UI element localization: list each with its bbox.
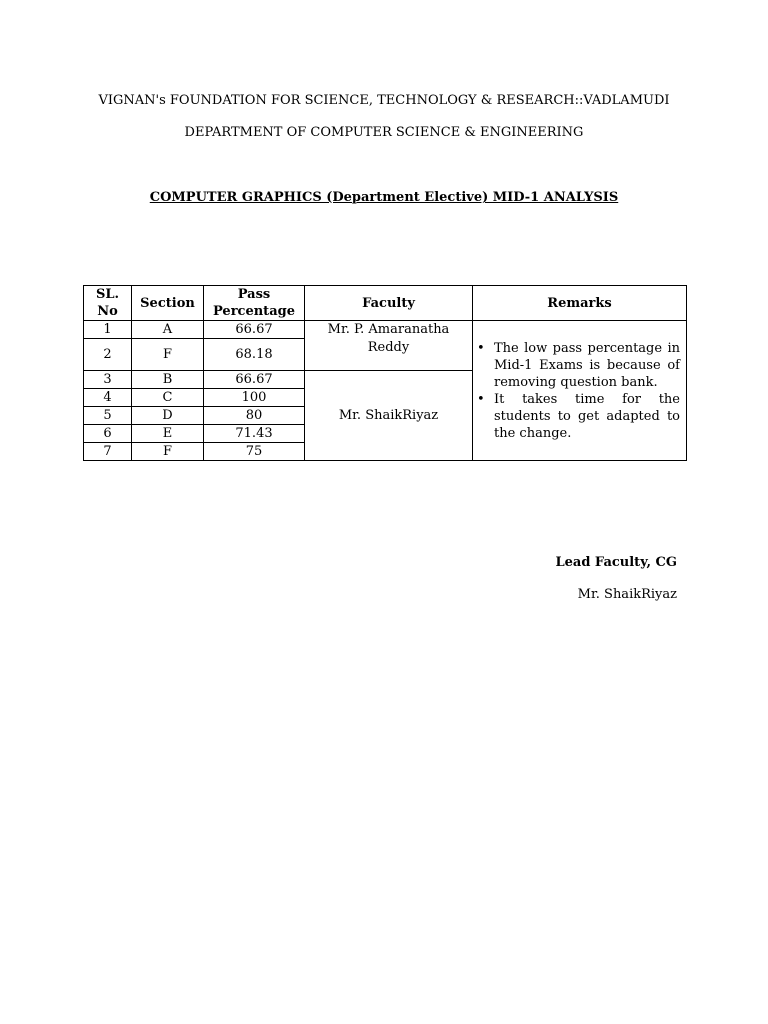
document-title: COMPUTER GRAPHICS (Department Elective) MID-1 ANALYSIS	[149, 190, 619, 205]
institution-heading: VIGNAN's FOUNDATION FOR SCIENCE, TECHNOLOGY & RESEARCH::VADLAMUDI	[98, 93, 670, 108]
cell-sl: 2	[84, 339, 132, 371]
cell-sl: 5	[84, 407, 132, 425]
remark-item: • It takes time for the students to get adapted to the change.	[477, 391, 680, 441]
department-heading: DEPARTMENT OF COMPUTER SCIENCE & ENGINEERING	[184, 125, 584, 140]
bullet-icon: •	[477, 340, 485, 356]
cell-sl: 7	[84, 443, 132, 461]
cell-sl: 4	[84, 389, 132, 407]
cell-section: A	[132, 321, 204, 339]
cell-faculty-shaikriyaz: Mr. ShaikRiyaz	[305, 371, 473, 461]
header-pass-percentage: Pass Percentage	[204, 286, 305, 321]
cell-pass: 80	[204, 407, 305, 425]
cell-section: E	[132, 425, 204, 443]
cell-sl: 1	[84, 321, 132, 339]
header-section: Section	[132, 286, 204, 321]
lead-faculty-name: Mr. ShaikRiyaz	[577, 587, 677, 602]
cell-pass: 100	[204, 389, 305, 407]
cell-section: B	[132, 371, 204, 389]
analysis-table	[83, 285, 687, 461]
table-header-row	[84, 286, 687, 321]
cell-section: D	[132, 407, 204, 425]
lead-faculty-label: Lead Faculty, CG	[555, 555, 677, 570]
header-sl-no: SL. No	[84, 286, 132, 321]
cell-pass: 68.18	[204, 339, 305, 371]
remark-item: • The low pass percentage in Mid-1 Exams is because of removing question bank.	[477, 340, 680, 390]
header-faculty: Faculty	[305, 286, 473, 321]
cell-faculty-amaranatha: Mr. P. Amaranatha Reddy	[305, 321, 473, 371]
cell-remarks	[473, 321, 687, 461]
cell-sl: 6	[84, 425, 132, 443]
header-remarks: Remarks	[473, 286, 687, 321]
cell-pass: 71.43	[204, 425, 305, 443]
remarks-list	[477, 340, 680, 442]
cell-section: C	[132, 389, 204, 407]
cell-pass: 66.67	[204, 371, 305, 389]
bullet-icon: •	[477, 391, 485, 407]
cell-section: F	[132, 339, 204, 371]
cell-pass: 66.67	[204, 321, 305, 339]
cell-pass: 75	[204, 443, 305, 461]
table-row	[84, 321, 687, 339]
cell-sl: 3	[84, 371, 132, 389]
cell-section: F	[132, 443, 204, 461]
